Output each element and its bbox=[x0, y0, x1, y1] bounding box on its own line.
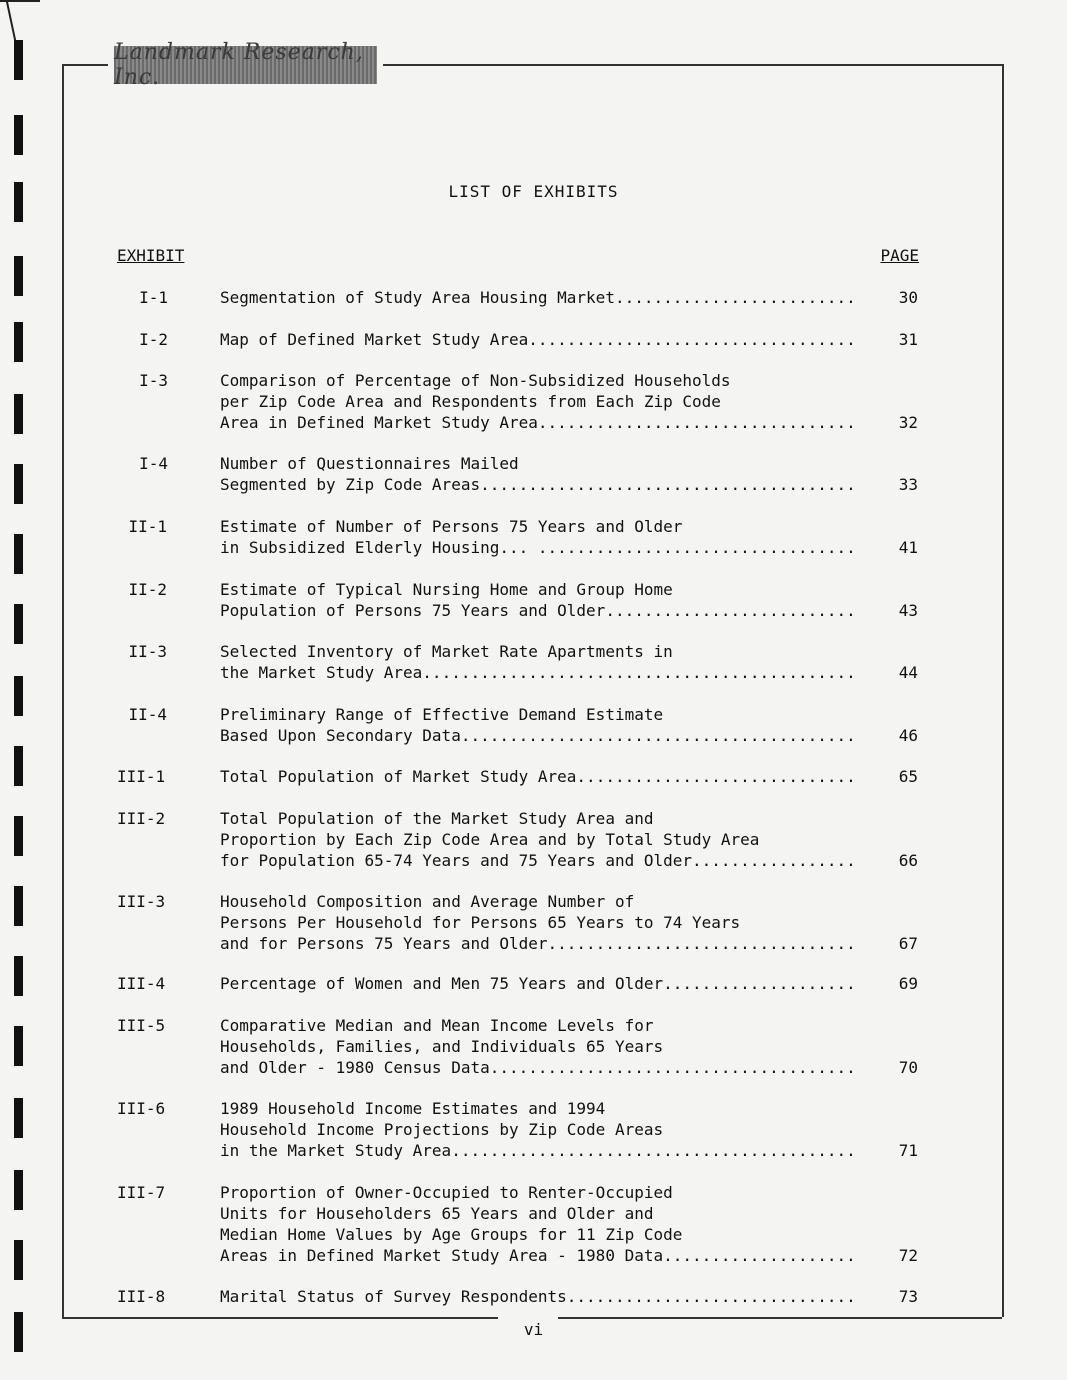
dot-leader bbox=[451, 1140, 856, 1161]
dot-leader bbox=[538, 412, 856, 433]
page-column-header: PAGE bbox=[880, 246, 919, 265]
exhibit-number: II-1 bbox=[128, 517, 167, 536]
binding-hole bbox=[14, 534, 23, 574]
exhibit-page-number: 46 bbox=[898, 726, 918, 745]
exhibit-page-number: 31 bbox=[898, 330, 918, 349]
exhibit-title-text: for Population 65-74 Years and 75 Years and Older bbox=[220, 851, 693, 870]
exhibit-page-number: 41 bbox=[898, 538, 918, 557]
exhibit-page-number: 70 bbox=[898, 1058, 918, 1077]
exhibit-title-last-line bbox=[220, 766, 856, 787]
exhibit-number: III-4 bbox=[117, 974, 166, 993]
frame-rule bbox=[383, 64, 1002, 66]
exhibit-number: III-2 bbox=[117, 809, 166, 828]
binding-hole bbox=[14, 1170, 23, 1210]
exhibit-title-last-line bbox=[220, 412, 856, 433]
exhibit-column-header: EXHIBIT bbox=[117, 246, 185, 265]
exhibit-number: II-2 bbox=[128, 580, 167, 599]
exhibit-title-last-line bbox=[220, 933, 856, 954]
page-title: LIST OF EXHIBITS bbox=[448, 182, 619, 201]
exhibit-title-text: Areas in Defined Market Study Area - 1980 Data bbox=[220, 1246, 664, 1265]
exhibit-title-line: Households, Families, and Individuals 65 Years bbox=[220, 1037, 664, 1056]
exhibit-title-last-line bbox=[220, 973, 856, 994]
exhibit-title-last-line bbox=[220, 725, 856, 746]
binding-hole bbox=[14, 1026, 23, 1066]
binding-hole bbox=[14, 816, 23, 856]
exhibit-title-line: Total Population of the Market Study Area and bbox=[220, 809, 654, 828]
exhibit-title-line: Comparative Median and Mean Income Levels for bbox=[220, 1016, 654, 1035]
exhibit-page-number: 44 bbox=[898, 663, 918, 682]
binding-hole bbox=[14, 746, 23, 786]
exhibit-number: III-5 bbox=[117, 1016, 166, 1035]
exhibit-title-line: Preliminary Range of Effective Demand Estimate bbox=[220, 705, 664, 724]
exhibit-title-line: per Zip Code Area and Respondents from Each Zip Code bbox=[220, 392, 721, 411]
dot-leader bbox=[692, 850, 856, 871]
dot-leader bbox=[461, 725, 856, 746]
exhibit-number: III-1 bbox=[117, 767, 166, 786]
exhibit-title-line: Estimate of Typical Nursing Home and Group Home bbox=[220, 580, 673, 599]
binding-hole bbox=[14, 394, 23, 434]
exhibit-title-last-line bbox=[220, 537, 856, 558]
exhibit-title-line: Proportion by Each Zip Code Area and by Total Study Area bbox=[220, 830, 760, 849]
exhibit-title-last-line bbox=[220, 1140, 856, 1161]
exhibit-title-line: Number of Questionnaires Mailed bbox=[220, 454, 519, 473]
exhibit-title-text: Marital Status of Survey Respondents bbox=[220, 1287, 567, 1306]
exhibit-title-text: Area in Defined Market Study Area bbox=[220, 413, 538, 432]
binding-hole bbox=[14, 1240, 23, 1280]
exhibit-title-last-line bbox=[220, 1245, 856, 1266]
exhibit-title-last-line bbox=[220, 1057, 856, 1078]
exhibit-page-number: 32 bbox=[898, 413, 918, 432]
exhibit-title-text: Based Upon Secondary Data bbox=[220, 726, 461, 745]
exhibit-number: III-7 bbox=[117, 1183, 166, 1202]
company-logo-banner bbox=[114, 40, 377, 90]
exhibit-number: I-3 bbox=[139, 371, 168, 390]
exhibit-title-text: Segmentation of Study Area Housing Market bbox=[220, 288, 615, 307]
exhibit-title-text: Segmented by Zip Code Areas bbox=[220, 475, 481, 494]
frame-rule bbox=[558, 1317, 1002, 1319]
dot-leader bbox=[615, 287, 856, 308]
dot-leader bbox=[528, 329, 856, 350]
page-number: vi bbox=[523, 1320, 544, 1339]
binding-hole bbox=[14, 1098, 23, 1138]
exhibit-title-last-line bbox=[220, 474, 856, 495]
exhibit-title-text: Map of Defined Market Study Area bbox=[220, 330, 529, 349]
exhibit-page-number: 43 bbox=[898, 601, 918, 620]
exhibit-title-line: Persons Per Household for Persons 65 Years to 74 Years bbox=[220, 913, 741, 932]
binding-hole bbox=[14, 886, 23, 926]
exhibit-title-text: Total Population of Market Study Area bbox=[220, 767, 577, 786]
exhibit-title-last-line bbox=[220, 1286, 856, 1307]
exhibit-page-number: 33 bbox=[898, 475, 918, 494]
exhibit-page-number: 71 bbox=[898, 1141, 918, 1160]
exhibit-title-text: in Subsidized Elderly Housing... bbox=[220, 538, 538, 557]
exhibit-number: I-2 bbox=[139, 330, 168, 349]
exhibit-page-number: 72 bbox=[898, 1246, 918, 1265]
exhibit-number: I-1 bbox=[139, 288, 168, 307]
exhibit-title-line: Household Composition and Average Number of bbox=[220, 892, 635, 911]
binding-hole bbox=[14, 604, 23, 644]
exhibit-title-line: Median Home Values by Age Groups for 11 Zip Code bbox=[220, 1225, 683, 1244]
dot-leader bbox=[663, 973, 856, 994]
logo-text: Landmark Research, Inc. bbox=[114, 40, 364, 90]
exhibit-title-line: Household Income Projections by Zip Code Areas bbox=[220, 1120, 664, 1139]
exhibit-page-number: 66 bbox=[898, 851, 918, 870]
exhibit-title-last-line bbox=[220, 850, 856, 871]
exhibit-title-text: and Older - 1980 Census Data bbox=[220, 1058, 490, 1077]
exhibit-title-line: Estimate of Number of Persons 75 Years and Older bbox=[220, 517, 683, 536]
binding-hole bbox=[14, 40, 23, 80]
exhibit-page-number: 30 bbox=[898, 288, 918, 307]
dot-leader bbox=[663, 1245, 856, 1266]
exhibit-page-number: 67 bbox=[898, 934, 918, 953]
exhibit-title-last-line bbox=[220, 600, 856, 621]
dot-leader bbox=[605, 600, 856, 621]
frame-rule bbox=[62, 1317, 498, 1319]
exhibit-number: II-4 bbox=[128, 705, 167, 724]
exhibit-page-number: 73 bbox=[898, 1287, 918, 1306]
exhibit-title-line: 1989 Household Income Estimates and 1994 bbox=[220, 1099, 606, 1118]
frame-rule bbox=[62, 64, 108, 66]
exhibit-number: III-6 bbox=[117, 1099, 166, 1118]
exhibit-number: III-3 bbox=[117, 892, 166, 911]
exhibit-title-last-line bbox=[220, 329, 856, 350]
exhibit-title-line: Selected Inventory of Market Rate Apartments in bbox=[220, 642, 673, 661]
exhibit-title-text: Population of Persons 75 Years and Older bbox=[220, 601, 606, 620]
exhibit-title-line: Comparison of Percentage of Non-Subsidized Households bbox=[220, 371, 731, 390]
dot-leader bbox=[490, 1057, 856, 1078]
exhibit-title-line: Units for Householders 65 Years and Older and bbox=[220, 1204, 654, 1223]
exhibit-title-text: Percentage of Women and Men 75 Years and Older bbox=[220, 974, 664, 993]
exhibit-title-text: in the Market Study Area bbox=[220, 1141, 452, 1160]
exhibit-title-line: Proportion of Owner-Occupied to Renter-Occupied bbox=[220, 1183, 673, 1202]
dot-leader bbox=[538, 537, 856, 558]
exhibit-page-number: 69 bbox=[898, 974, 918, 993]
exhibit-page-number: 65 bbox=[898, 767, 918, 786]
dot-leader bbox=[480, 474, 856, 495]
exhibit-number: I-4 bbox=[139, 454, 168, 473]
dot-leader bbox=[422, 662, 856, 683]
exhibit-title-last-line bbox=[220, 662, 856, 683]
exhibit-title-last-line bbox=[220, 287, 856, 308]
exhibit-title-text: and for Persons 75 Years and Older bbox=[220, 934, 548, 953]
dot-leader bbox=[548, 933, 856, 954]
exhibit-number: III-8 bbox=[117, 1287, 166, 1306]
dot-leader bbox=[567, 1286, 856, 1307]
dot-leader bbox=[576, 766, 856, 787]
binding-hole bbox=[14, 956, 23, 996]
exhibit-title-text: the Market Study Area bbox=[220, 663, 423, 682]
binding-hole bbox=[14, 115, 23, 155]
exhibit-number: II-3 bbox=[128, 642, 167, 661]
